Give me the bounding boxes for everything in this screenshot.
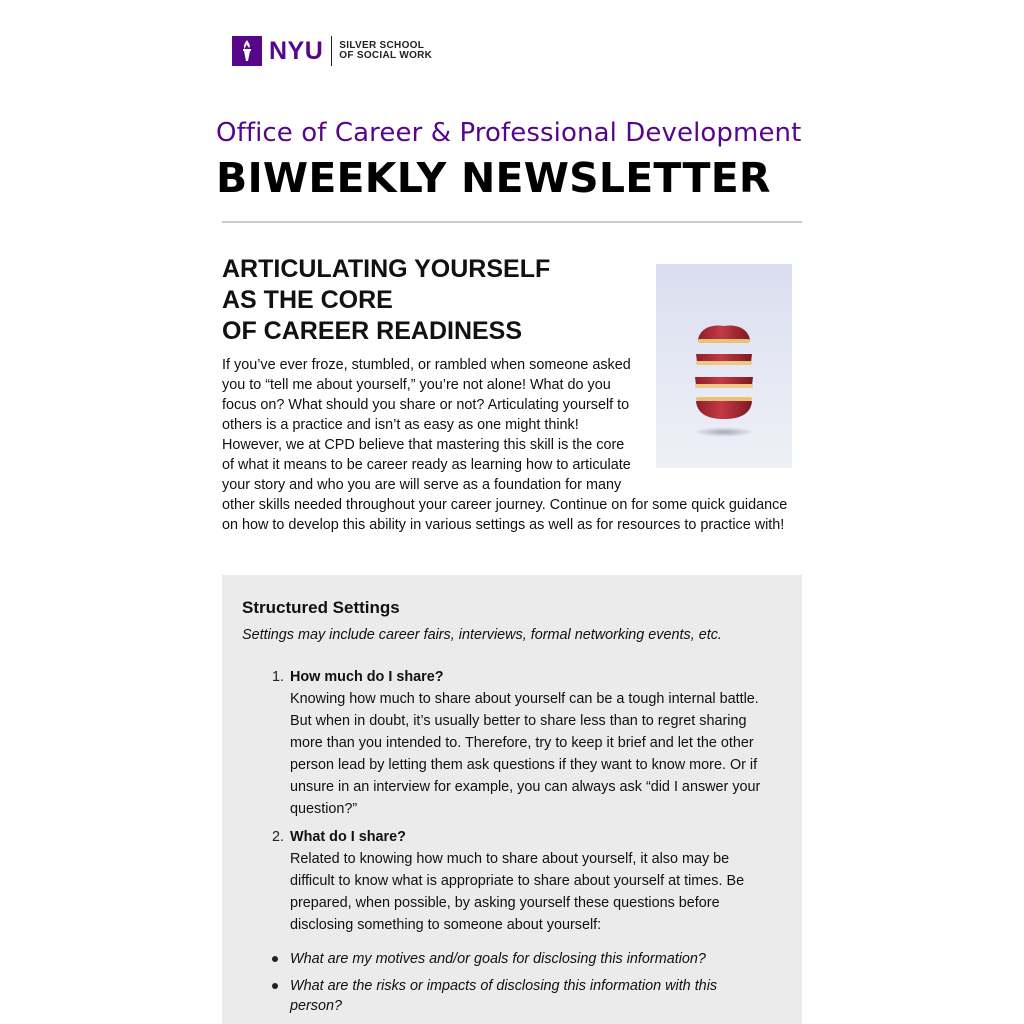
list-item-line: person lead by letting them ask questions if they want to know more. Or if bbox=[290, 757, 758, 773]
list-item-line: disclosing something to someone about yourself: bbox=[290, 917, 602, 933]
nyu-torch-icon bbox=[232, 36, 262, 66]
list-item-line: prepared, when possible, by asking yourself these questions before bbox=[290, 895, 720, 911]
article-body-line: on how to develop this ability in various settings as well as for resources to practice with! bbox=[222, 517, 785, 533]
list-item-line: Knowing how much to share about yourself can be a tough internal battle. bbox=[290, 691, 759, 707]
header-divider bbox=[222, 221, 802, 223]
logo-brand-text: NYU bbox=[269, 36, 324, 65]
list-item-question: What do I share? bbox=[290, 829, 406, 845]
article-heading-line: OF CAREER READINESS bbox=[222, 317, 523, 345]
list-item bbox=[290, 826, 790, 936]
bullet-item-line: What are my motives and/or goals for disclosing this information? bbox=[290, 951, 706, 967]
logo-divider bbox=[331, 36, 332, 66]
list-item-question: How much do I share? bbox=[290, 669, 444, 685]
list-item-line: more than you intended to. Therefore, try to keep it brief and let the other bbox=[290, 735, 754, 751]
list-item-line: But when in doubt, it’s usually better to share less than to regret sharing bbox=[290, 713, 747, 729]
article-body-line: others is a practice and isn’t as easy as one might think! bbox=[222, 417, 579, 433]
article-body bbox=[222, 355, 812, 535]
bullet-dot bbox=[272, 983, 278, 989]
bullet-dot bbox=[272, 956, 278, 962]
article-body-line: However, we at CPD believe that mastering this skill is the core bbox=[222, 437, 625, 453]
list-item-number: 1. bbox=[272, 669, 285, 685]
article-body-line: of what it means to be career ready as learning how to articulate bbox=[222, 457, 631, 473]
article-body-line: your story and who you are will serve as a foundation for many bbox=[222, 477, 622, 493]
article-heading bbox=[222, 254, 642, 347]
article-body-line: focus on? What should you share or not? Articulating yourself to bbox=[222, 397, 630, 413]
list-item-line: question?” bbox=[290, 801, 358, 817]
article-body-line: other skills needed throughout your career journey. Continue on for some quick guidance bbox=[222, 497, 788, 513]
list-item-number: 2. bbox=[272, 829, 285, 845]
bullet-item-line: What are the risks or impacts of disclosing this information with this bbox=[290, 978, 718, 994]
list-item-line: unsure in an interview for example, you can always ask “did I answer your bbox=[290, 779, 761, 795]
list-item-line: difficult to know what is appropriate to share about yourself at times. Be bbox=[290, 873, 745, 889]
logo-school-line-2: OF SOCIAL WORK bbox=[339, 49, 433, 61]
article-heading-line: AS THE CORE bbox=[222, 286, 393, 314]
article-heading-line: ARTICULATING YOURSELF bbox=[222, 255, 551, 283]
structured-settings-subtitle: Settings may include career fairs, interviews, formal networking events, etc. bbox=[242, 627, 722, 643]
article-body-line: you to “tell me about yourself,” you’re not alone! What do you bbox=[222, 377, 611, 393]
bullet-item bbox=[290, 949, 770, 969]
article-body-line: If you’ve ever froze, stumbled, or rambled when someone asked bbox=[222, 357, 631, 373]
bullet-item-line: person? bbox=[290, 998, 343, 1014]
list-item-line: Related to knowing how much to share about yourself, it also may be bbox=[290, 851, 730, 867]
logo-school-line-1: SILVER SCHOOL bbox=[339, 39, 425, 51]
nyu-silver-logo[interactable] bbox=[232, 35, 432, 66]
bullet-item bbox=[290, 976, 770, 1016]
newsletter-title: BIWEEKLY NEWSLETTER bbox=[216, 154, 771, 202]
structured-settings-title: Structured Settings bbox=[242, 598, 400, 617]
office-title: Office of Career & Professional Development bbox=[216, 118, 802, 148]
list-item bbox=[290, 666, 790, 820]
logo-school-name bbox=[339, 41, 432, 61]
